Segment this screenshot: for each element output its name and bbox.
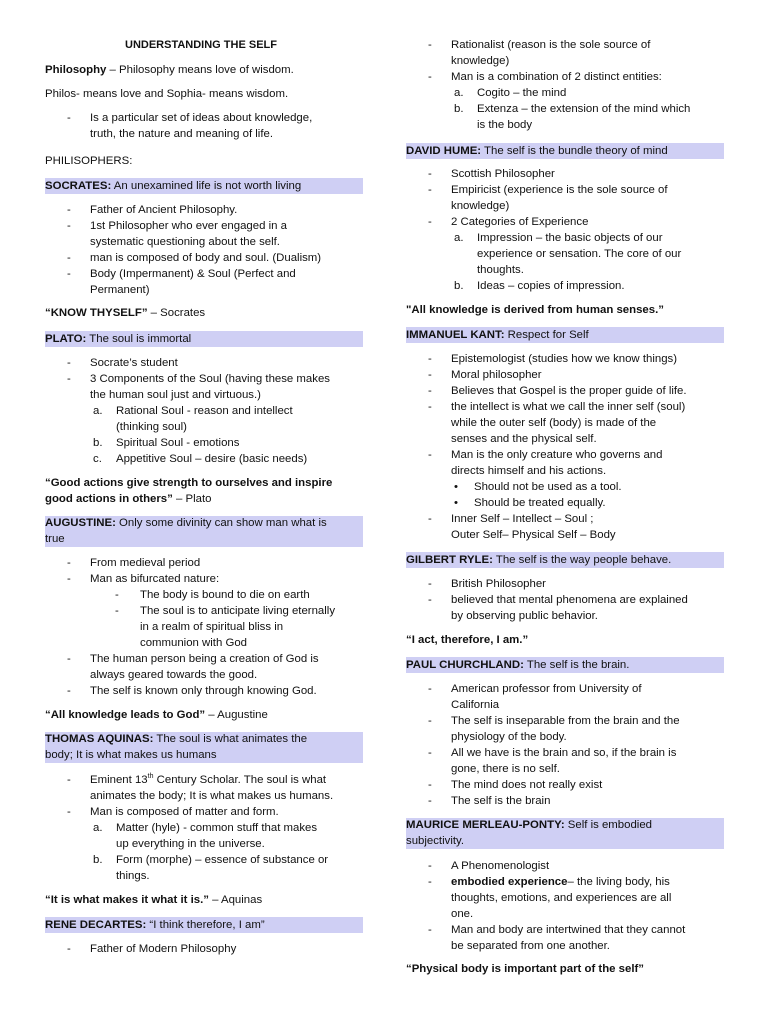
list-item: Spiritual Soul - emotions — [116, 437, 240, 449]
list-item: believed that mental phenomena are explained — [451, 594, 688, 606]
ryle-quote: “I act, therefore, I am.” — [406, 634, 529, 646]
list-item: British Philosopher — [451, 578, 546, 590]
list-item: Matter (hyle) - common stuff that makes — [116, 822, 318, 834]
list-item: Should be treated equally. — [474, 497, 606, 509]
list-item: Body (Impermanent) & Soul (Perfect and — [90, 268, 296, 280]
aquinas-heading: THOMAS AQUINAS: The soul is what animates the body; It is what makes us humans — [45, 732, 363, 763]
list-item: man is composed of body and soul. (Dualism) — [90, 252, 322, 264]
augustine-heading: AUGUSTINE: Only some divinity can show man what is true — [45, 516, 363, 547]
churchland-heading: PAUL CHURCHLAND: The self is the brain. — [406, 657, 724, 673]
list-item: Epistemologist (studies how we know things) — [451, 353, 678, 365]
hume-quote: "All knowledge is derived from human senses.” — [406, 304, 664, 316]
list-item: The self is the brain — [451, 795, 551, 807]
list-item: Eminent 13th Century Scholar. The soul is what — [90, 773, 327, 786]
list-item: Man is the only creature who governs and — [451, 449, 663, 461]
list-item: Form (morphe) – essence of substance or — [116, 854, 329, 866]
list-item: Empiricist (experience is the sole source of — [451, 184, 668, 196]
list-item: Extenza – the extension of the mind which — [477, 103, 691, 115]
augustine-quote: “All knowledge leads to God” – Augustine — [45, 709, 268, 721]
list-item: The human person being a creation of God is — [90, 653, 319, 665]
list-item: 1st Philosopher who ever engaged in a — [90, 220, 287, 232]
list-item: The body is bound to die on earth — [140, 589, 310, 601]
socrates-heading: SOCRATES: An unexamined life is not worth living — [45, 178, 363, 194]
socrates-quote: “KNOW THYSELF” – Socrates — [45, 307, 206, 319]
list-item: Scottish Philosopher — [451, 168, 555, 180]
list-item: American professor from University of — [451, 683, 642, 695]
list-item: Father of Ancient Philosophy. — [90, 204, 238, 216]
list-item: Ideas – copies of impression. — [477, 280, 625, 292]
kant-heading: IMMANUEL KANT: Respect for Self — [406, 327, 724, 343]
list-item: All we have is the brain and so, if the brain is — [451, 747, 677, 759]
list-item: 3 Components of the Soul (having these makes — [90, 373, 330, 385]
list-item: Man and body are intertwined that they cannot — [451, 924, 686, 936]
descartes-heading: RENE DECARTES: “I think therefore, I am” — [45, 917, 363, 933]
ryle-heading: GILBERT RYLE: The self is the way people behave. — [406, 552, 724, 568]
philosophers-heading: PHILISOPHERS: — [45, 155, 133, 167]
list-item: A Phenomenologist — [451, 860, 550, 872]
list-item: the intellect is what we call the inner self (soul) — [451, 401, 686, 413]
list-item: Rationalist (reason is the sole source of — [451, 39, 651, 51]
list-item: The self is known only through knowing God. — [90, 685, 317, 697]
list-item: Father of Modern Philosophy — [90, 943, 237, 955]
list-item: The mind does not really exist — [451, 779, 603, 791]
list-item: 2 Categories of Experience — [451, 216, 589, 228]
list-item: Moral philosopher — [451, 369, 542, 381]
list-item: Impression – the basic objects of our — [477, 232, 663, 244]
list-item: Socrate’s student — [90, 357, 178, 369]
list-item: Appetitive Soul – desire (basic needs) — [116, 453, 308, 465]
list-item: Man is a combination of 2 distinct entities: — [451, 71, 662, 83]
philosophy-definition: Philosophy – Philosophy means love of wisdom. — [45, 64, 294, 76]
list-item: Believes that Gospel is the proper guide of life. — [451, 385, 687, 397]
list-item: The self is inseparable from the brain and the — [451, 715, 680, 727]
merleau-ponty-heading: MAURICE MERLEAU-PONTY: Self is embodied subjectivity. — [406, 818, 724, 849]
list-item: From medieval period — [90, 557, 201, 569]
list-item: Should not be used as a tool. — [474, 481, 622, 493]
document-title: UNDERSTANDING THE SELF — [125, 39, 277, 51]
hume-heading: DAVID HUME: The self is the bundle theory of mind — [406, 143, 724, 159]
merleau-ponty-quote: “Physical body is important part of the self” — [406, 963, 644, 975]
list-item: Man is composed of matter and form. — [90, 806, 279, 818]
aquinas-quote: “It is what makes it what it is.” – Aquinas — [45, 894, 263, 906]
list-item: Rational Soul - reason and intellect — [116, 405, 293, 417]
list-item: Cogito – the mind — [477, 87, 567, 99]
list-item: Inner Self – Intellect – Soul ; — [451, 513, 594, 525]
list-item: Man as bifurcated nature: — [90, 573, 220, 585]
plato-heading: PLATO: The soul is immortal — [45, 331, 363, 347]
list-item: embodied experience– the living body, his — [451, 876, 670, 888]
list-item: The soul is to anticipate living eternally — [140, 605, 336, 617]
philos-sophia-definition: Philos- means love and Sophia- means wisdom. — [45, 88, 289, 100]
